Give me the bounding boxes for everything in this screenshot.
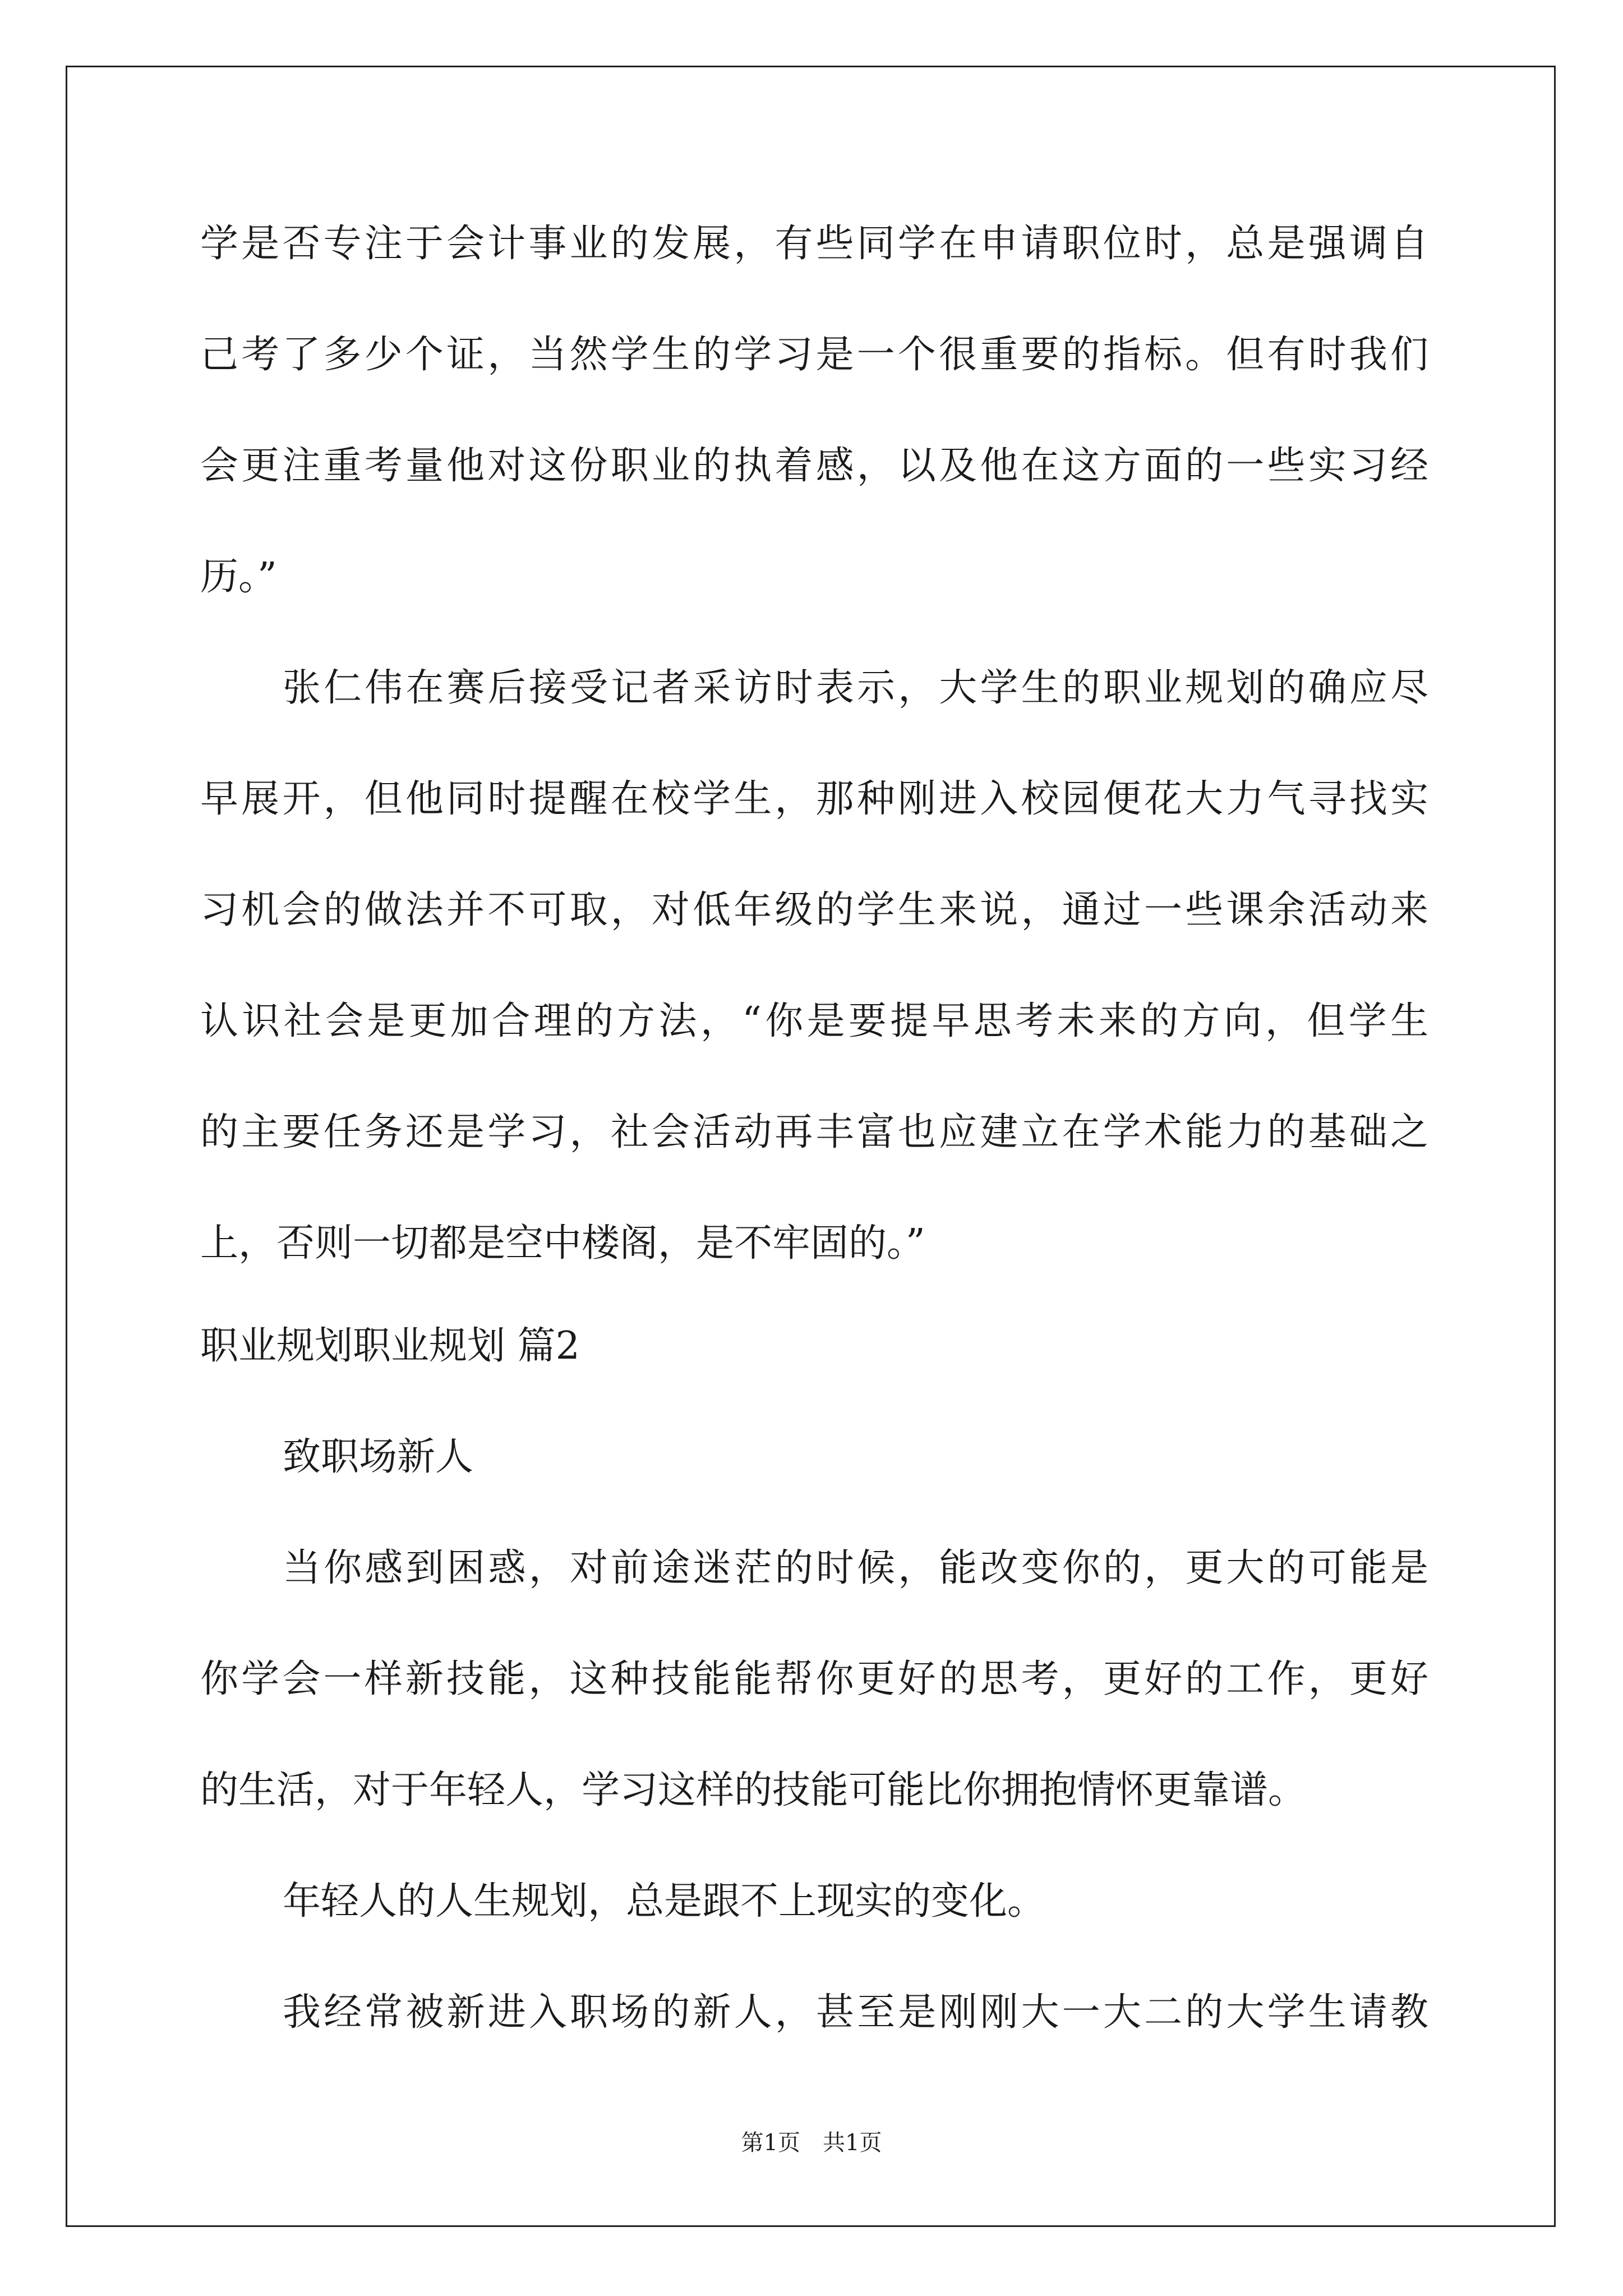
text-line: 的主要任务还是学习，社会活动再丰富也应建立在学术能力的基础之 — [200, 1110, 1428, 1154]
text-line: 学是否专注于会计事业的发展，有些同学在申请职位时，总是强调自 — [200, 222, 1428, 266]
section-heading: 职业规划职业规划 篇2 — [200, 1324, 580, 1368]
paragraph-start-line: 年轻人的人生规划，总是跟不上现实的变化。 — [283, 1879, 1046, 1924]
text-line: 历。” — [200, 555, 277, 599]
paragraph-start-line: 张仁伟在赛后接受记者采访时表示，大学生的职业规划的确应尽 — [283, 666, 1428, 710]
text-line: 认识社会是更加合理的方法，“你是要提早思考未来的方向，但学生 — [200, 999, 1428, 1043]
text-line: 你学会一样新技能，这种技能能帮你更好的思考，更好的工作，更好 — [200, 1657, 1428, 1701]
section-subtitle: 致职场新人 — [283, 1435, 474, 1479]
text-line: 的生活，对于年轻人，学习这样的技能可能比你拥抱情怀更靠谱。 — [200, 1768, 1307, 1812]
paragraph-start-line: 我经常被新进入职场的新人，甚至是刚刚大一大二的大学生请教 — [283, 1990, 1428, 2035]
paragraph-start-line: 当你感到困惑，对前途迷茫的时候，能改变你的，更大的可能是 — [283, 1546, 1428, 1590]
text-line: 上，否则一切都是空中楼阁，是不牢固的。” — [200, 1221, 925, 1266]
text-line: 己考了多少个证，当然学生的学习是一个很重要的指标。但有时我们 — [200, 333, 1428, 377]
text-line: 习机会的做法并不可取，对低年级的学生来说，通过一些课余活动来 — [200, 888, 1428, 932]
text-line: 会更注重考量他对这份职业的执着感，以及他在这方面的一些实习经 — [200, 444, 1428, 488]
text-line: 早展开，但他同时提醒在校学生，那种刚进入校园便花大力气寻找实 — [200, 777, 1428, 821]
page-footer: 第1页 共1页 — [741, 2130, 882, 2156]
